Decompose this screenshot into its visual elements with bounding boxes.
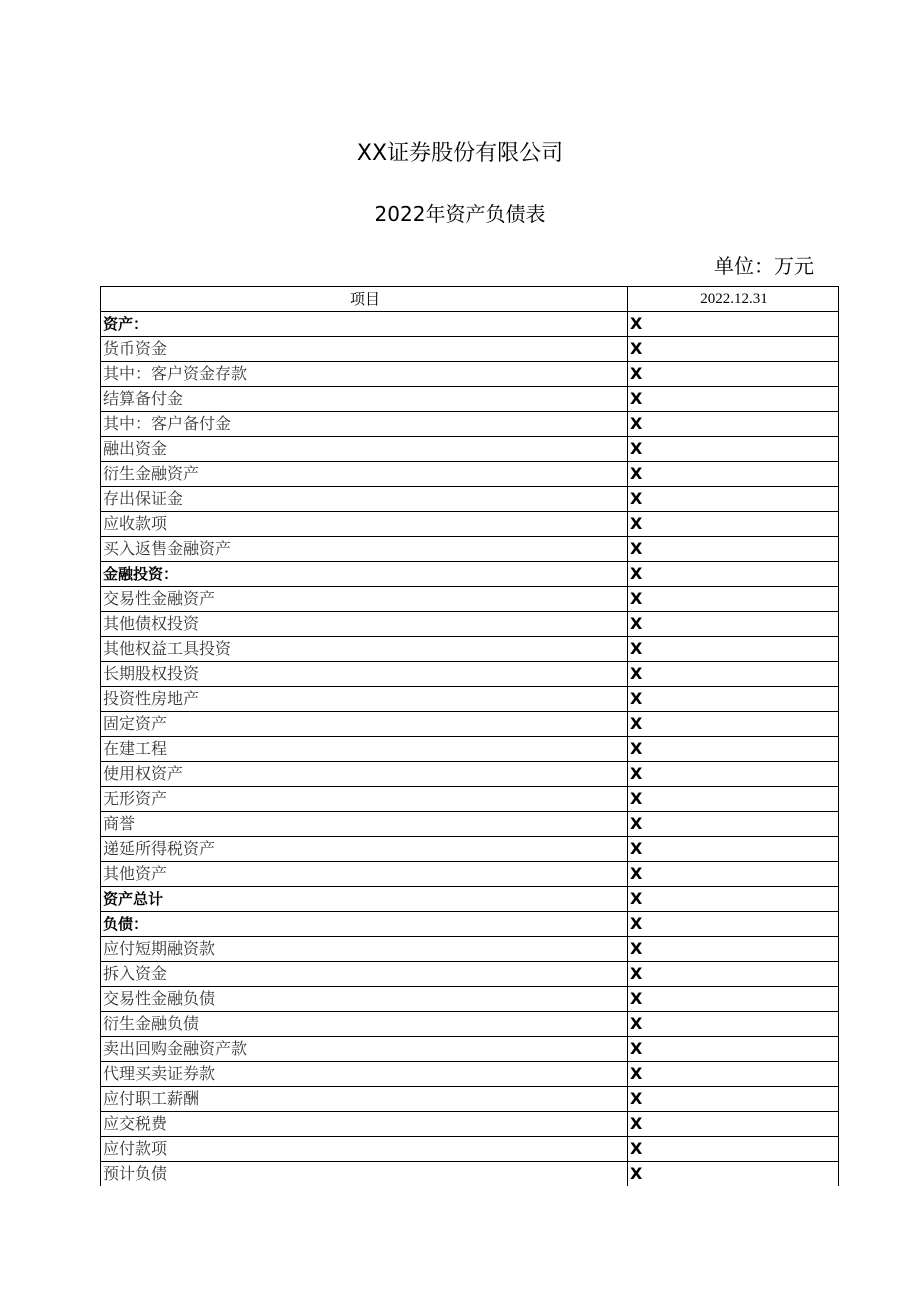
row-label: 使用权资产 (101, 762, 628, 787)
row-value: X (628, 612, 839, 637)
row-value: X (628, 1112, 839, 1137)
row-label: 买入返售金融资产 (101, 537, 628, 562)
unit-label: 单位：万元 (714, 254, 814, 278)
row-label: 结算备付金 (101, 387, 628, 412)
company-name: XX证券股份有限公司 (356, 141, 564, 166)
table-row (101, 962, 839, 987)
row-label: 商誉 (101, 812, 628, 837)
row-label: 资产： (101, 312, 628, 337)
table-row (101, 362, 839, 387)
table-row (101, 312, 839, 337)
row-value: X (628, 587, 839, 612)
row-label: 投资性房地产 (101, 687, 628, 712)
table-row (101, 837, 839, 862)
table-row (101, 912, 839, 937)
row-label: 应交税费 (101, 1112, 628, 1137)
row-value: X (628, 837, 839, 862)
row-label: 预计负债 (101, 1162, 628, 1187)
table-row (101, 387, 839, 412)
table-row (101, 1087, 839, 1112)
table-row (101, 587, 839, 612)
row-value: X (628, 962, 839, 987)
row-value: X (628, 1137, 839, 1162)
row-label: 无形资产 (101, 787, 628, 812)
row-label: 货币资金 (101, 337, 628, 362)
row-label: 负债： (101, 912, 628, 937)
row-value: X (628, 987, 839, 1012)
column-header-item: 项目 (101, 287, 628, 312)
row-value: X (628, 937, 839, 962)
row-value: X (628, 337, 839, 362)
table-row (101, 1012, 839, 1037)
table-row (101, 562, 839, 587)
row-value: X (628, 1087, 839, 1112)
row-value: X (628, 762, 839, 787)
row-label: 交易性金融资产 (101, 587, 628, 612)
row-label: 其他权益工具投资 (101, 637, 628, 662)
row-value: X (628, 562, 839, 587)
row-label: 金融投资： (101, 562, 628, 587)
table-header-row (101, 287, 839, 312)
row-value: X (628, 887, 839, 912)
table-row (101, 812, 839, 837)
row-label: 其中：客户资金存款 (101, 362, 628, 387)
table-row (101, 612, 839, 637)
row-value: X (628, 637, 839, 662)
row-label: 资产总计 (101, 887, 628, 912)
row-value: X (628, 362, 839, 387)
table-row (101, 1137, 839, 1162)
row-value: X (628, 1012, 839, 1037)
table-body (101, 312, 839, 1187)
row-label: 其他资产 (101, 862, 628, 887)
row-value: X (628, 712, 839, 737)
table-row (101, 437, 839, 462)
table-row (101, 662, 839, 687)
row-value: X (628, 387, 839, 412)
row-value: X (628, 662, 839, 687)
table-row (101, 337, 839, 362)
row-label: 交易性金融负债 (101, 987, 628, 1012)
table-row (101, 1112, 839, 1137)
row-value: X (628, 687, 839, 712)
row-value: X (628, 1037, 839, 1062)
row-label: 应付款项 (101, 1137, 628, 1162)
table-row (101, 1162, 839, 1187)
row-label: 代理买卖证券款 (101, 1062, 628, 1087)
row-value: X (628, 912, 839, 937)
row-label: 其他债权投资 (101, 612, 628, 637)
table-row (101, 462, 839, 487)
table-row (101, 737, 839, 762)
table-row (101, 937, 839, 962)
row-label: 固定资产 (101, 712, 628, 737)
table-row (101, 1037, 839, 1062)
table-row (101, 987, 839, 1012)
row-label: 衍生金融负债 (101, 1012, 628, 1037)
table-row (101, 762, 839, 787)
row-label: 存出保证金 (101, 487, 628, 512)
row-label: 应付短期融资款 (101, 937, 628, 962)
row-label: 应付职工薪酬 (101, 1087, 628, 1112)
row-value: X (628, 737, 839, 762)
table-row (101, 537, 839, 562)
row-label: 衍生金融资产 (101, 462, 628, 487)
table-row (101, 887, 839, 912)
row-label: 应收款项 (101, 512, 628, 537)
table-row (101, 512, 839, 537)
table-row (101, 487, 839, 512)
row-value: X (628, 512, 839, 537)
row-value: X (628, 312, 839, 337)
table-row (101, 712, 839, 737)
row-label: 递延所得税资产 (101, 837, 628, 862)
row-value: X (628, 787, 839, 812)
row-label: 拆入资金 (101, 962, 628, 987)
balance-sheet-table (100, 286, 839, 1186)
row-value: X (628, 812, 839, 837)
table-row (101, 637, 839, 662)
row-value: X (628, 1162, 839, 1187)
table-row (101, 1062, 839, 1087)
row-value: X (628, 862, 839, 887)
report-title: 2022年资产负债表 (374, 202, 546, 226)
row-label: 长期股权投资 (101, 662, 628, 687)
row-label: 在建工程 (101, 737, 628, 762)
column-header-date: 2022.12.31 (628, 287, 839, 312)
table-row (101, 787, 839, 812)
row-value: X (628, 487, 839, 512)
table-row (101, 687, 839, 712)
row-value: X (628, 437, 839, 462)
table-row (101, 862, 839, 887)
table-row (101, 412, 839, 437)
row-label: 其中：客户备付金 (101, 412, 628, 437)
row-value: X (628, 412, 839, 437)
row-value: X (628, 462, 839, 487)
row-value: X (628, 1062, 839, 1087)
row-value: X (628, 537, 839, 562)
row-label: 融出资金 (101, 437, 628, 462)
row-label: 卖出回购金融资产款 (101, 1037, 628, 1062)
